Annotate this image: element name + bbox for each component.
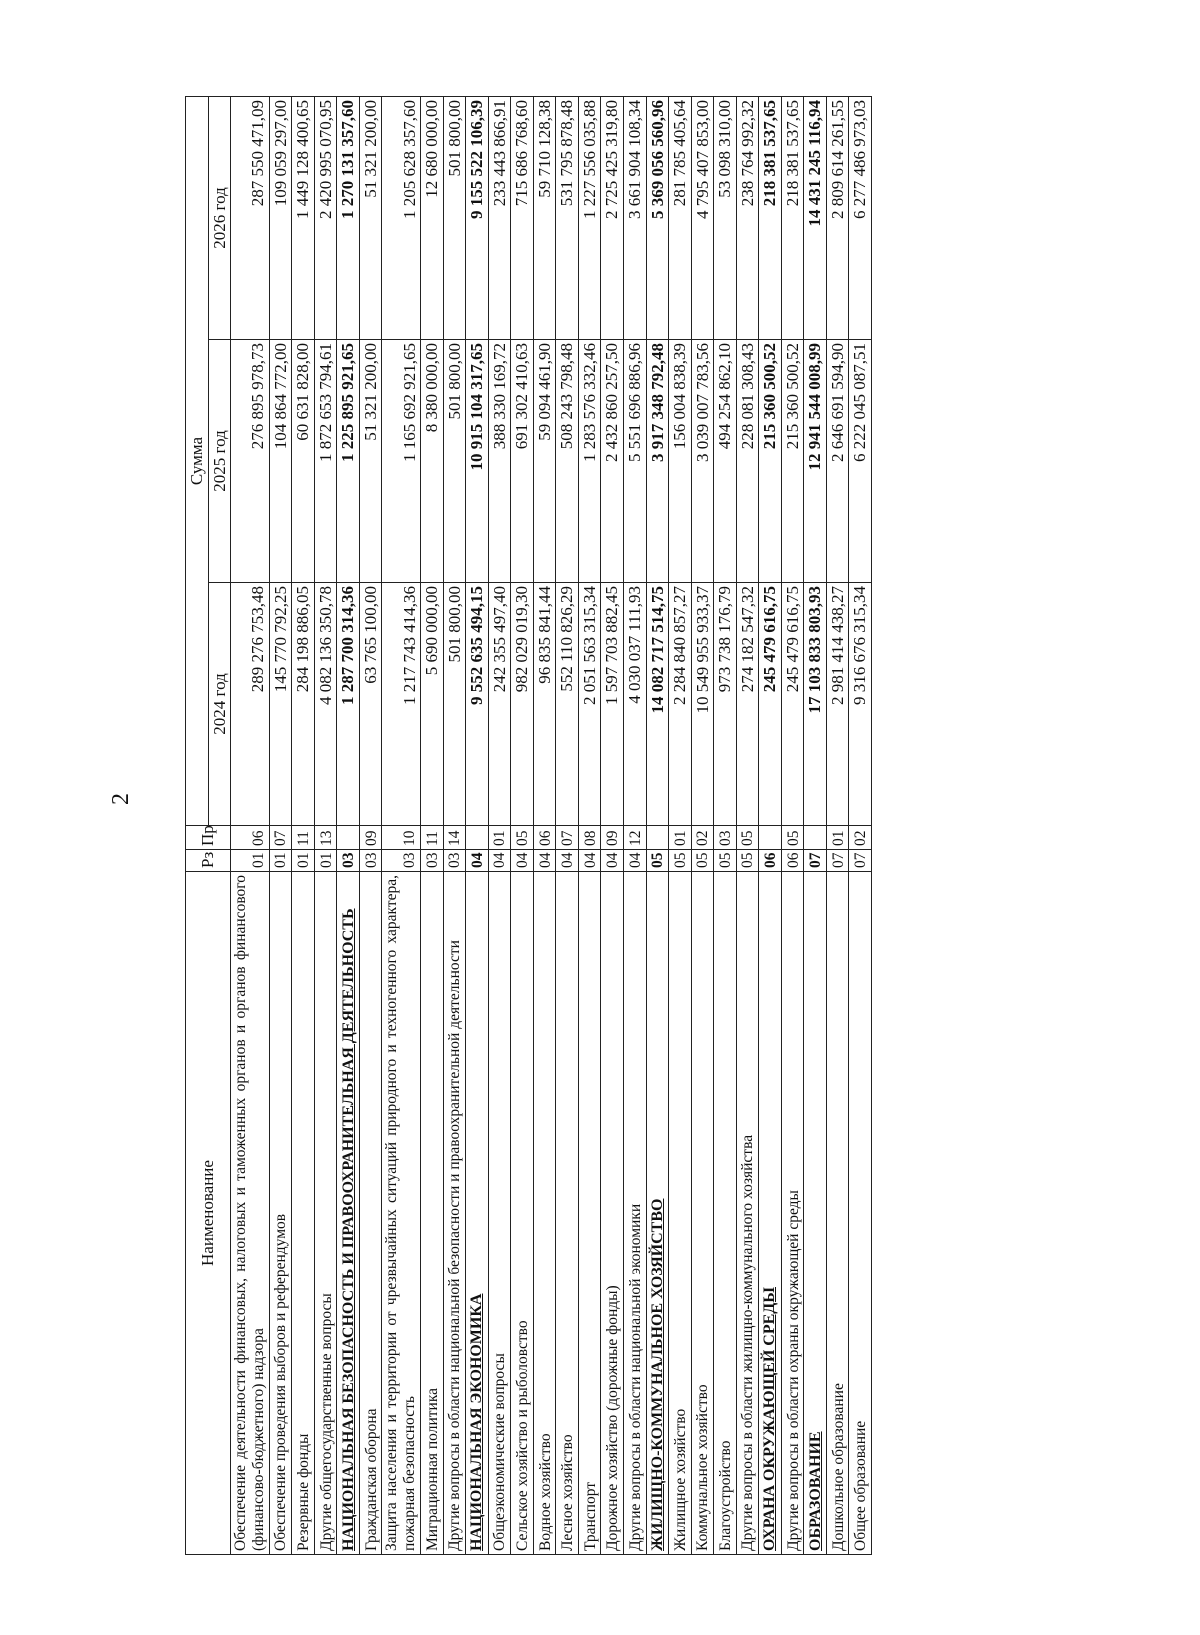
row-name: Другие вопросы в области национальной экономики <box>624 872 647 1555</box>
row-2026: 501 800,00 <box>443 96 466 339</box>
row-2026: 715 686 768,60 <box>511 96 534 339</box>
row-name: Транспорт <box>578 872 601 1555</box>
row-rz: 03 <box>382 850 421 872</box>
row-2024: 63 765 100,00 <box>359 583 382 826</box>
row-pr: 02 <box>691 826 714 850</box>
row-pr: 08 <box>578 826 601 850</box>
row-name: Другие вопросы в области национальной безопасности и правоохранительной деятельности <box>443 872 466 1555</box>
row-name: ОБРАЗОВАНИЕ <box>804 872 827 1555</box>
row-rz: 03 <box>337 850 360 872</box>
row-name: Жилищное хозяйство <box>669 872 692 1555</box>
row-name: Водное хозяйство <box>533 872 556 1555</box>
row-rz: 05 <box>669 850 692 872</box>
row-2026: 59 710 128,38 <box>533 96 556 339</box>
row-2025: 691 302 410,63 <box>511 340 534 583</box>
row-rz: 04 <box>488 850 511 872</box>
row-2026: 281 785 405,64 <box>669 96 692 339</box>
row-2024: 2 051 563 315,34 <box>578 583 601 826</box>
row-pr: 10 <box>382 826 421 850</box>
table-row <box>231 96 270 1554</box>
row-rz: 04 <box>466 850 489 872</box>
header-sum: Сумма <box>186 96 209 825</box>
row-pr: 09 <box>601 826 624 850</box>
row-name: Дорожное хозяйство (дорожные фонды) <box>601 872 624 1555</box>
row-2026: 2 420 995 070,95 <box>314 96 337 339</box>
row-2025: 215 360 500,52 <box>781 340 804 583</box>
row-rz: 03 <box>443 850 466 872</box>
table-section-row <box>759 96 782 1554</box>
row-rz: 01 <box>231 850 270 872</box>
row-pr: 02 <box>849 826 872 850</box>
row-pr: 07 <box>269 826 292 850</box>
header-rz: Рз <box>186 850 231 872</box>
header-name: Наименование <box>186 872 231 1555</box>
table-row <box>533 96 556 1554</box>
row-2025: 59 094 461,90 <box>533 340 556 583</box>
row-rz: 07 <box>849 850 872 872</box>
table-row <box>826 96 849 1554</box>
budget-table <box>185 96 872 1555</box>
row-2024: 9 552 635 494,15 <box>466 583 489 826</box>
table-row <box>578 96 601 1554</box>
row-2025: 228 081 308,43 <box>736 340 759 583</box>
row-2026: 1 227 556 035,88 <box>578 96 601 339</box>
row-2024: 5 690 000,00 <box>421 583 444 826</box>
row-2024: 245 479 616,75 <box>759 583 782 826</box>
row-2024: 9 316 676 315,34 <box>849 583 872 826</box>
row-2025: 1 872 653 794,61 <box>314 340 337 583</box>
row-2025: 5 551 696 886,96 <box>624 340 647 583</box>
row-2025: 1 165 692 921,65 <box>382 340 421 583</box>
row-pr: 14 <box>443 826 466 850</box>
row-2025: 60 631 828,00 <box>292 340 315 583</box>
row-pr: 03 <box>714 826 737 850</box>
row-pr: 07 <box>556 826 579 850</box>
row-pr <box>759 826 782 850</box>
row-name: Другие вопросы в области жилищно-коммунального хозяйства <box>736 872 759 1555</box>
row-pr: 01 <box>669 826 692 850</box>
row-2024: 274 182 547,32 <box>736 583 759 826</box>
row-2024: 1 597 703 882,45 <box>601 583 624 826</box>
row-2024: 4 030 037 111,93 <box>624 583 647 826</box>
row-2025: 104 864 772,00 <box>269 340 292 583</box>
row-2026: 218 381 537,65 <box>781 96 804 339</box>
row-name: Дошкольное образование <box>826 872 849 1555</box>
row-rz: 07 <box>826 850 849 872</box>
row-pr <box>646 826 669 850</box>
row-name: ОХРАНА ОКРУЖАЮЩЕЙ СРЕДЫ <box>759 872 782 1555</box>
table-row <box>382 96 421 1554</box>
row-pr <box>804 826 827 850</box>
row-2024: 2 981 414 438,27 <box>826 583 849 826</box>
row-pr: 06 <box>533 826 556 850</box>
row-name: Миграционная политика <box>421 872 444 1555</box>
row-2024: 973 738 176,79 <box>714 583 737 826</box>
row-rz: 05 <box>691 850 714 872</box>
row-2026: 51 321 200,00 <box>359 96 382 339</box>
row-rz: 05 <box>714 850 737 872</box>
row-2024: 501 800,00 <box>443 583 466 826</box>
row-2025: 388 330 169,72 <box>488 340 511 583</box>
row-rz: 05 <box>646 850 669 872</box>
row-2024: 4 082 136 350,78 <box>314 583 337 826</box>
table-section-row <box>646 96 669 1554</box>
row-2024: 284 198 886,05 <box>292 583 315 826</box>
row-2024: 1 217 743 414,36 <box>382 583 421 826</box>
row-2026: 1 270 131 357,60 <box>337 96 360 339</box>
table-row <box>511 96 534 1554</box>
row-2024: 14 082 717 514,75 <box>646 583 669 826</box>
row-pr <box>337 826 360 850</box>
row-rz: 01 <box>269 850 292 872</box>
row-2026: 1 205 628 357,60 <box>382 96 421 339</box>
row-2024: 242 355 497,40 <box>488 583 511 826</box>
header-2024: 2024 год <box>208 583 231 826</box>
row-rz: 04 <box>578 850 601 872</box>
header-2026: 2026 год <box>208 96 231 339</box>
row-rz: 04 <box>601 850 624 872</box>
row-2025: 2 646 691 594,90 <box>826 340 849 583</box>
row-2026: 14 431 245 116,94 <box>804 96 827 339</box>
row-name: Резервные фонды <box>292 872 315 1555</box>
row-rz: 06 <box>759 850 782 872</box>
row-name: Сельское хозяйство и рыболовство <box>511 872 534 1555</box>
row-pr: 11 <box>292 826 315 850</box>
row-2024: 552 110 826,29 <box>556 583 579 826</box>
row-rz: 04 <box>511 850 534 872</box>
row-2026: 5 369 056 560,96 <box>646 96 669 339</box>
row-2025: 494 254 862,10 <box>714 340 737 583</box>
row-rz: 03 <box>359 850 382 872</box>
row-2025: 51 321 200,00 <box>359 340 382 583</box>
row-2025: 156 004 838,39 <box>669 340 692 583</box>
row-2024: 10 549 955 933,37 <box>691 583 714 826</box>
table-row <box>488 96 511 1554</box>
row-pr: 09 <box>359 826 382 850</box>
header-pr: Пр <box>186 826 231 850</box>
row-2026: 3 661 904 108,34 <box>624 96 647 339</box>
row-2026: 9 155 522 106,39 <box>466 96 489 339</box>
table-row <box>849 96 872 1554</box>
table-row <box>556 96 579 1554</box>
row-rz: 04 <box>556 850 579 872</box>
row-2024: 145 770 792,25 <box>269 583 292 826</box>
row-2024: 982 029 019,30 <box>511 583 534 826</box>
row-name: Общеэкономические вопросы <box>488 872 511 1555</box>
row-2024: 1 287 700 314,36 <box>337 583 360 826</box>
table-row <box>714 96 737 1554</box>
table-section-row <box>337 96 360 1554</box>
row-name: Другие вопросы в области охраны окружающей среды <box>781 872 804 1555</box>
row-2025: 276 895 978,73 <box>231 340 270 583</box>
row-2025: 1 225 895 921,65 <box>337 340 360 583</box>
row-2025: 6 222 045 087,51 <box>849 340 872 583</box>
table-row <box>292 96 315 1554</box>
table-row <box>781 96 804 1554</box>
row-2026: 238 764 992,32 <box>736 96 759 339</box>
row-2026: 6 277 486 973,03 <box>849 96 872 339</box>
table-row <box>691 96 714 1554</box>
row-2026: 218 381 537,65 <box>759 96 782 339</box>
row-pr: 13 <box>314 826 337 850</box>
row-2025: 3 039 007 783,56 <box>691 340 714 583</box>
row-2026: 2 809 614 261,55 <box>826 96 849 339</box>
table-row <box>314 96 337 1554</box>
row-2026: 531 795 878,48 <box>556 96 579 339</box>
table-row <box>601 96 624 1554</box>
row-2026: 53 098 310,00 <box>714 96 737 339</box>
row-2026: 109 059 297,00 <box>269 96 292 339</box>
row-2025: 215 360 500,52 <box>759 340 782 583</box>
row-pr <box>466 826 489 850</box>
row-name: НАЦИОНАЛЬНАЯ БЕЗОПАСНОСТЬ И ПРАВООХРАНИТЕЛЬНАЯ ДЕЯТЕЛЬНОСТЬ <box>337 872 360 1555</box>
table-row <box>359 96 382 1554</box>
row-pr: 01 <box>488 826 511 850</box>
row-rz: 04 <box>624 850 647 872</box>
row-rz: 04 <box>533 850 556 872</box>
row-2024: 289 276 753,48 <box>231 583 270 826</box>
row-2026: 4 795 407 853,00 <box>691 96 714 339</box>
row-name: Гражданская оборона <box>359 872 382 1555</box>
row-2026: 233 443 866,91 <box>488 96 511 339</box>
row-pr: 12 <box>624 826 647 850</box>
row-2026: 1 449 128 400,65 <box>292 96 315 339</box>
table-section-row <box>466 96 489 1554</box>
row-pr: 05 <box>736 826 759 850</box>
row-name: НАЦИОНАЛЬНАЯ ЭКОНОМИКА <box>466 872 489 1555</box>
row-rz: 05 <box>736 850 759 872</box>
page-number: 2 <box>108 793 134 805</box>
row-name: Общее образование <box>849 872 872 1555</box>
row-2025: 8 380 000,00 <box>421 340 444 583</box>
row-2025: 1 283 576 332,46 <box>578 340 601 583</box>
table-body <box>231 96 872 1554</box>
row-2024: 17 103 833 803,93 <box>804 583 827 826</box>
table-row <box>669 96 692 1554</box>
row-2026: 287 550 471,09 <box>231 96 270 339</box>
row-pr: 01 <box>826 826 849 850</box>
row-pr: 05 <box>511 826 534 850</box>
row-rz: 03 <box>421 850 444 872</box>
row-2026: 12 680 000,00 <box>421 96 444 339</box>
row-rz: 07 <box>804 850 827 872</box>
row-2025: 508 243 798,48 <box>556 340 579 583</box>
row-2025: 12 941 544 008,99 <box>804 340 827 583</box>
row-name: Лесное хозяйство <box>556 872 579 1555</box>
row-2024: 245 479 616,75 <box>781 583 804 826</box>
row-pr: 05 <box>781 826 804 850</box>
row-name: Коммунальное хозяйство <box>691 872 714 1555</box>
table-row <box>736 96 759 1554</box>
row-2026: 2 725 425 319,80 <box>601 96 624 339</box>
row-2025: 2 432 860 257,50 <box>601 340 624 583</box>
row-pr: 06 <box>231 826 270 850</box>
table-section-row <box>804 96 827 1554</box>
row-2025: 10 915 104 317,65 <box>466 340 489 583</box>
row-rz: 01 <box>314 850 337 872</box>
row-2024: 2 284 840 857,27 <box>669 583 692 826</box>
row-name: Обеспечение деятельности финансовых, налоговых и таможенных органов и органов финансового (финансово-бюджетного) надзора <box>231 872 270 1555</box>
row-pr: 11 <box>421 826 444 850</box>
table-row <box>624 96 647 1554</box>
table-row <box>421 96 444 1554</box>
row-rz: 01 <box>292 850 315 872</box>
table-row <box>269 96 292 1554</box>
row-name: ЖИЛИЩНО-КОММУНАЛЬНОЕ ХОЗЯЙСТВО <box>646 872 669 1555</box>
table-row <box>443 96 466 1554</box>
row-2025: 501 800,00 <box>443 340 466 583</box>
row-name: Защита населения и территории от чрезвычайных ситуаций природного и техногенного характера, пожарная безопасность <box>382 872 421 1555</box>
row-2024: 96 835 841,44 <box>533 583 556 826</box>
row-name: Обеспечение проведения выборов и референдумов <box>269 872 292 1555</box>
header-2025: 2025 год <box>208 340 231 583</box>
row-2025: 3 917 348 792,48 <box>646 340 669 583</box>
row-rz: 06 <box>781 850 804 872</box>
row-name: Благоустройство <box>714 872 737 1555</box>
row-name: Другие общегосударственные вопросы <box>314 872 337 1555</box>
rotated-table-container <box>185 97 872 1555</box>
